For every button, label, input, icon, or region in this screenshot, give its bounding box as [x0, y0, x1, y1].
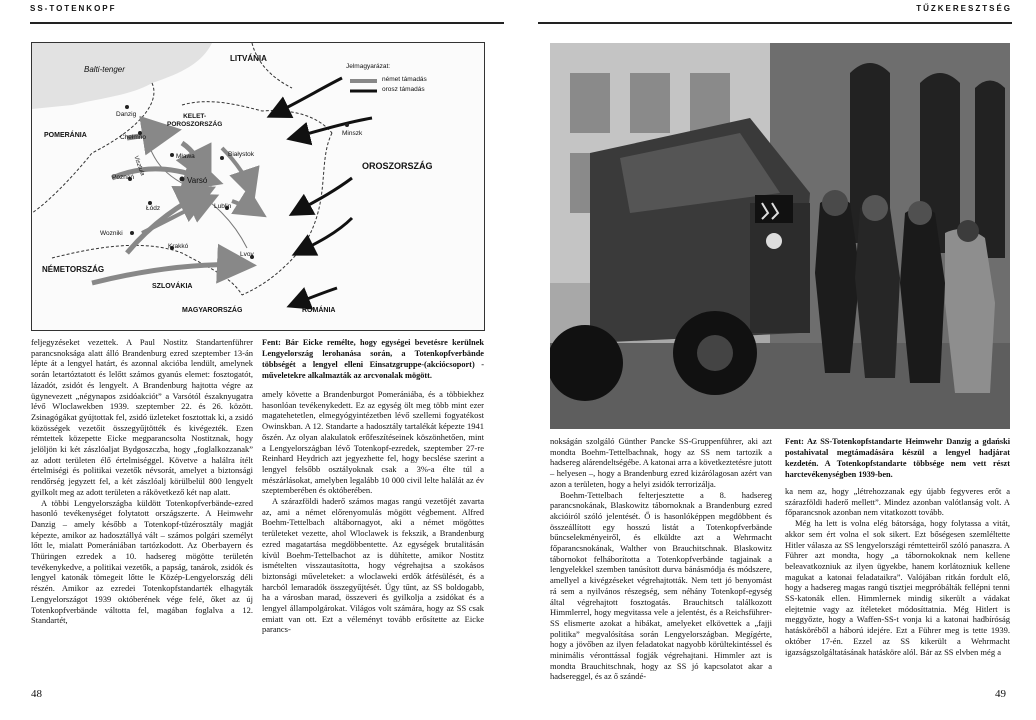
armored-car-photo: [550, 43, 1010, 429]
label-russia: OROSZORSZÁG: [362, 161, 433, 171]
label-germany: NÉMETORSZÁG: [42, 265, 105, 274]
legend-russian-attack: orosz támadás: [382, 86, 425, 93]
photo-svg: [550, 43, 1010, 429]
left-col1-para1: feljegyzéseket vezettek. A Paul Nostitz Standartenführer parancsnoksága alatt álló Brandenburg ezred szeptember 13-án lépte át a lengyel határt, és azonnal akcióba lendült, amelynek során letartóztatott és lelőtt számos gyanús elemet: fosztogatót, lázadót, zsidót és lengyelt. A Brandenburg hajtotta végre az ügynevezett „négynapos zsidóakciót” a Varsótól északnyugatra lévő Wloclawekben 1939. szeptember 22. és 26. között. Zsinagógákat gyújtottak fel, zsidó üzleteket fosztottak ki, a zsidó közösségek vezetőit összegyűjtötték és kivégezték. Ezen rémtettek közepette Eicke megparancsolta Nostitznak, hogy jelöljön ki két zászlóaljat Bydgoszczba, hogy „foglalkozzanak” az adott területen élő értelmiséggel. Követve a halálra ítélt értelmiségi és politikai vezetők névsorát, amelyet a biztonsági rendőrség jegyzett fel, a két zászlóalj körülbelül 800 lengyelt gyilkolt meg az adott területen a rákövetkező két nap alatt.: [31, 337, 253, 497]
right-col1-para1: nokságán szolgáló Günther Pancke SS-Gruppenführer, aki azt mondta Boehm-Tettelbachnak, hogy az SS nem tartozik a hadsereg alárendeltségébe. A katonai arra a következtetésre jutott – helyesen –, hogy a Brandenburg ezred kizárólagosan azért van azon a területen, hogy a helyi zsidók terrorizálja.: [550, 436, 772, 489]
left-col2-para2: A szárazföldi haderő számos magas rangú vezetőjét zavarta az, ami a német előrenyomulás mögött végbement. Alfred Boehm-Tettelbach altábornagyot, aki a német mögöttes területeket vezette, ahol Wloclawek is fekszik, a Brandenburg ezred magatartása megdöbbentette. Az egységek brutalitásán kívül Boehm-Tettelbachot az is dühítette, amikor Nostitz ismételten visszautasította, hogy végrehajtsa a szokásos biztonsági műveleteket: a wloclaweki erdők átfésülését, és a harcból lemaradók összegyűjtését. Úgy tűnt, az SS boldogabb, ha a városban marad, összeveri és gyilkolja a zsidókat és a lengyel állampolgárokat. Világos volt számára, hogy az SS csak emiatt van ott. Ezt a véleményt tovább erősítette az Eicke parancs-: [262, 496, 484, 635]
label-pomerania: POMERÁNIA: [44, 132, 87, 139]
map-caption: Fent: Bár Eicke remélte, hogy egységei bevetésre kerülnek Lengyelország lerohanása során, a Totenkopfverbände többségét a lengyel elleni Einsatzgruppe-(akciócsoport) -műveletekre alkalmazták az arcvonalak mögött.: [262, 338, 484, 380]
left-col2-para1: amely követte a Brandenburgot Pomerániába, és a többiekhez hasonlóan tevékenykedett. Ez az egység ölt meg több mint ezer magatehetetlen, elmegyógyintézetben lévő szellemi fogyatékost Owinskban. A 12. Standarte a hadosztály tartalékát képezte 1941 őszén. Az olyan alakulatok erőfeszítéseinek köszönhetően, mint a Lengyelországban lévő Totenkopf-ezredek, szeptember 27-re Reinhard Heydrich azt jegyezhette fel, hogy becslése szerint a lengyel felsőbb osztályoknak csak a 3%-a élte túl a mészárlásokat, amelyben legalább 10 000 civil lelte halálát az év szeptemberében és októberében.: [262, 389, 484, 496]
right-col1-para2: Boehm-Tettelbach felterjesztette a 8. hadsereg parancsnokának, Blaskowitz tábornoknak a Brandenburg ezred akcióiról szóló jelentését. Ő is hasonlóképpen megdöbbent és összeállított egy hosszú listát a Totenkopfverbände bűncselekményeiről, és elküldte azt a Wehrmacht főparancsnokának, Walther von Brauchitschnak. Blaskowitz tábornokot felháborította a Totenkopfverbände tagjainak a lengyelekkel szemben tanúsított durva bánásmódja és módszere, amellyel a kivégzéseket végrehajtották. Nem tett jó benyomást rá sem a nyilvános részegség, sem néhány Totenkopf-egység által végrehajtott fosztogatás. Brauchitsch találkozott Himmlerrel, hogy megvitassa vele a jelentést, és a Reichsführer-SS elismerte azokat a hibákat, amelyeket elkövettek a „fajji politika” megvalósítása során Lengyelországban. Megígérte, hogy a jövőben az ilyen feladatokat nagyobb körültekintéssel és minimális véronttással fogják végrehajtani. Himmler azt is mondta Brauchitschnak, hogy az SS jó kapcsolatot akar a hadsereggel, és az ő szándé-: [550, 489, 772, 682]
legend-title: Jelmagyarázat:: [346, 63, 391, 70]
left-col1-para2: A többi Lengyelországba küldött Totenkopfverbände-ezred hasonló tevékenységet folytatott országszerte. A Heimwehr Danzig – amely később a Totenkopf-tüzérosztály magját képezte, amikor az hadosztállyá vált – számos polgári személyt lőtt le, mialatt Pomerániában tartózkodott. Az Oberbayern és Thüringen ezredek a 10. hadsereg mögötte területén tevékenykedve, a politikai vezetők, a papság, tanárok, zsidók és lengyel katonák tömegeit lőtte le Közép-Lengyelország déli részén. Amikor az ezredei Totenkopfstandarték elhagyták Lengyelországot 1939 októberének vége felé, őket az új Totenkopfverbände váltotta fel, magában foglalva a 12. Standartét,: [31, 497, 253, 626]
photo-caption: Fent: Az SS-Totenkopfstandarte Heimwehr Danzig a gdański postahivatal megtámadására készül a lengyel hadjárat kezdetén. A Totenkopfstandarte többsége nem vett részt harctevékenységben 1939-ben.: [785, 437, 1010, 479]
label-lithuania: LITVÁNIA: [230, 54, 267, 63]
label-lodz: Łódz: [146, 205, 161, 212]
label-hungary: MAGYARORSZÁG: [182, 307, 243, 314]
label-lvov: Lvov: [240, 251, 254, 258]
label-danzig: Danzig: [116, 111, 137, 118]
label-romania: ROMÁNIA: [302, 307, 336, 314]
left-column-1: [31, 337, 253, 626]
label-warsaw: Varsó: [187, 176, 208, 185]
running-header-left: [30, 0, 504, 24]
label-minsk: Minszk: [342, 130, 363, 137]
page-number-left: 48: [31, 688, 42, 700]
right-column-2: [785, 436, 1010, 657]
label-wozniki: Wozniki: [100, 230, 123, 237]
right-col2-para2: Még ha lett is volna elég bátorsága, hogy folytassa a vitát, akkor sem ért volna el sok sikert. Ezt bőségesen szemléltette Hitler válasza az SS lengyelországi rémtetteiről szóló panaszra. A Führer azt mondta, hogy „a tábornokoknak nem kellene beleavatkozniuk az ilyen ügyekbe, hanem korlátozniuk kellene magukat a katonai feladataikra”. Valójában ritkán fordult elő, hogy a hadsereg magas rangú tisztjei megpróbálták fellépni tenni SS-katonák ellen. Himmlernek mindig sikerült a vádakat elejtetnie vagy az ítéleteket módosíttatnia. Még Hitlert is meggyőzte, hogy a Waffen-SS-t vonja ki a katonai hadbíróság hatásköréből a háború idejére. Ezt a Führer meg is tette 1939. október 17-én. Ezzel az SS kikerült a Wehrmacht igazságszolgáltatásának hatásköre alól. Bár az SS elvben még a: [785, 518, 1010, 657]
left-column-2: [262, 337, 484, 635]
running-title-left: SS-TOTENKOPF: [30, 4, 117, 13]
label-lublin: Lublin: [214, 203, 232, 210]
label-vistula: Visztula: [132, 155, 146, 177]
legend-german-attack: német támadás: [382, 76, 427, 83]
label-bialystok: Białystok: [228, 151, 255, 158]
page-number-right: 49: [995, 688, 1006, 700]
label-chelmno: Chełmno: [120, 134, 147, 141]
invasion-map: [31, 42, 485, 331]
right-col2-para1: ka nem az, hogy „létrehozzanak egy újabb fegyveres erőt a szárazföldi haderő mellett”. Mindez azonban valótlanság volt. A főparancsnok azonban nem vitatkozott tovább.: [785, 486, 1010, 518]
running-title-right: TŰZKERESZTSÉG: [916, 4, 1012, 13]
label-east-prussia: KELET- POROSZORSZÁG: [167, 113, 223, 128]
right-column-1: [550, 436, 772, 682]
label-poznan: Poznań: [112, 174, 135, 181]
label-mlawa: Mława: [176, 153, 195, 160]
label-baltic-sea: Balti-tenger: [84, 65, 125, 74]
label-krakow: Krakkó: [168, 243, 189, 250]
running-header-right: [538, 0, 1012, 24]
label-slovakia: SZLOVÁKIA: [152, 283, 193, 290]
